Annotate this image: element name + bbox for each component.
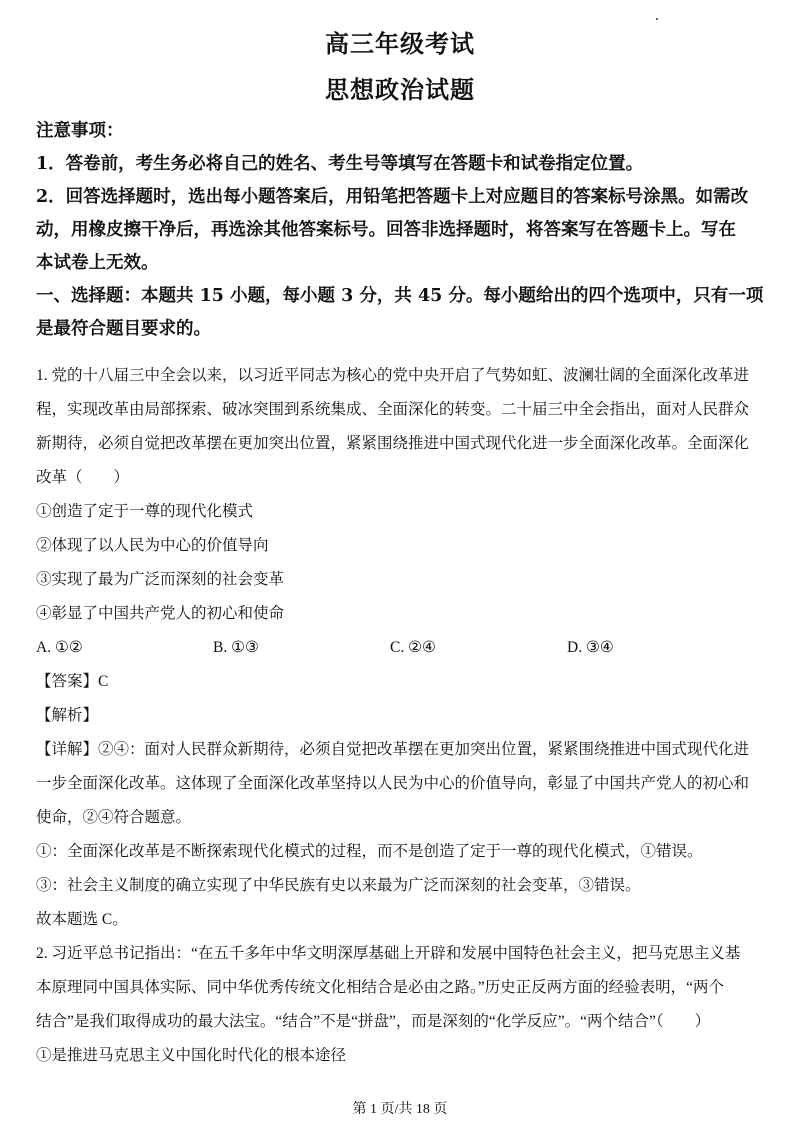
q2-stem-line-3: 结合”是我们取得成功的最大法宝。“结合”不是“拼盘”，而是深刻的“化学反应”。“两个结合”（ ）: [36, 1013, 711, 1030]
q2-statement-1: ①是推进马克思主义中国化时代化的根本途径: [36, 1047, 347, 1064]
notice-section: [36, 115, 776, 346]
exam-title: 高三年级考试: [325, 29, 475, 58]
q1-statement-3: ③实现了最为广泛而深刻的社会变革: [36, 571, 285, 588]
q1-answer: 【答案】C: [36, 673, 109, 690]
q1-detail-line-5: ③：社会主义制度的确立实现了中华民族有史以来最为广泛而深刻的社会变革，③错误。: [36, 877, 641, 894]
q1-option-a: A. ①②: [36, 639, 83, 656]
q1-statement-1: ①创造了定于一尊的现代化模式: [36, 503, 254, 520]
q1-stem-line-1: 1. 党的十八届三中全会以来，以习近平同志为核心的党中央开启了气势如虹、波澜壮阔的全面深化改革进: [36, 367, 750, 384]
question-area: [36, 359, 776, 1073]
q1-statement-4: ④彰显了中国共产党人的初心和使命: [36, 605, 285, 622]
notice-heading: 注意事项：: [36, 121, 124, 141]
q1-analysis-heading: 【解析】: [36, 707, 99, 724]
q1-detail-line-3: 使命，②④符合题意。: [36, 809, 192, 826]
q1-detail-line-2: 一步全面深化改革。这体现了全面深化改革坚持以人民为中心的价值导向，彰显了中国共产党人的初心和: [36, 775, 750, 792]
q1-stem-line-3: 新期待，必须自觉把改革摆在更加突出位置，紧紧围绕推进中国式现代化进一步全面深化改革。全面深化: [36, 435, 750, 452]
q1-option-c: C. ②④: [390, 639, 436, 656]
section-heading-line-2: 是最符合题目要求的。: [36, 319, 211, 339]
notice-item-2-line-1: 2．回答选择题时，选出每小题答案后，用铅笔把答题卡上对应题目的答案标号涂黑。如需改: [36, 187, 749, 207]
q1-option-d: D. ③④: [567, 639, 614, 656]
q1-conclusion: 故本题选 C。: [36, 911, 128, 928]
notice-item-1: 1．答卷前，考生务必将自己的姓名、考生号等填写在答题卡和试卷指定位置。: [36, 154, 644, 174]
page-number: 第 1 页/共 18 页: [352, 1102, 448, 1117]
exam-subtitle: 思想政治试题: [325, 75, 475, 104]
section-heading-line-1: 一、选择题：本题共 15 小题，每小题 3 分，共 45 分。每小题给出的四个选项中，只有一项: [36, 286, 764, 306]
q1-detail-line-4: ①：全面深化改革是不断探索现代化模式的过程，而不是创造了定于一尊的现代化模式，①错误。: [36, 843, 703, 860]
notice-item-2-line-2: 动，用橡皮擦干净后，再选涂其他答案标号。回答非选择题时，将答案写在答题卡上。写在: [36, 220, 736, 240]
q1-option-b: B. ①③: [213, 639, 259, 656]
q1-stem-line-2: 程，实现改革由局部探索、破冰突围到系统集成、全面深化的转变。二十届三中全会指出，面对人民群众: [36, 401, 750, 418]
scan-speck: [656, 18, 658, 20]
q1-detail-line-1: 【详解】②④：面对人民群众新期待，必须自觉把改革摆在更加突出位置，紧紧围绕推进中国式现代化进: [36, 741, 750, 758]
notice-item-2-line-3: 本试卷上无效。: [36, 253, 159, 273]
q1-statement-2: ②体现了以人民为中心的价值导向: [36, 537, 269, 554]
q2-stem-line-1: 2. 习近平总书记指出：“在五千多年中华文明深厚基础上开辟和发展中国特色社会主义，把马克思主义基: [36, 945, 741, 962]
q1-stem-line-4: 改革（ ）: [36, 469, 130, 486]
q2-stem-line-2: 本原理同中国具体实际、同中华优秀传统文化相结合是必由之路。”历史正反两方面的经验表明，“两个: [36, 979, 725, 996]
q1-options: [36, 631, 776, 665]
